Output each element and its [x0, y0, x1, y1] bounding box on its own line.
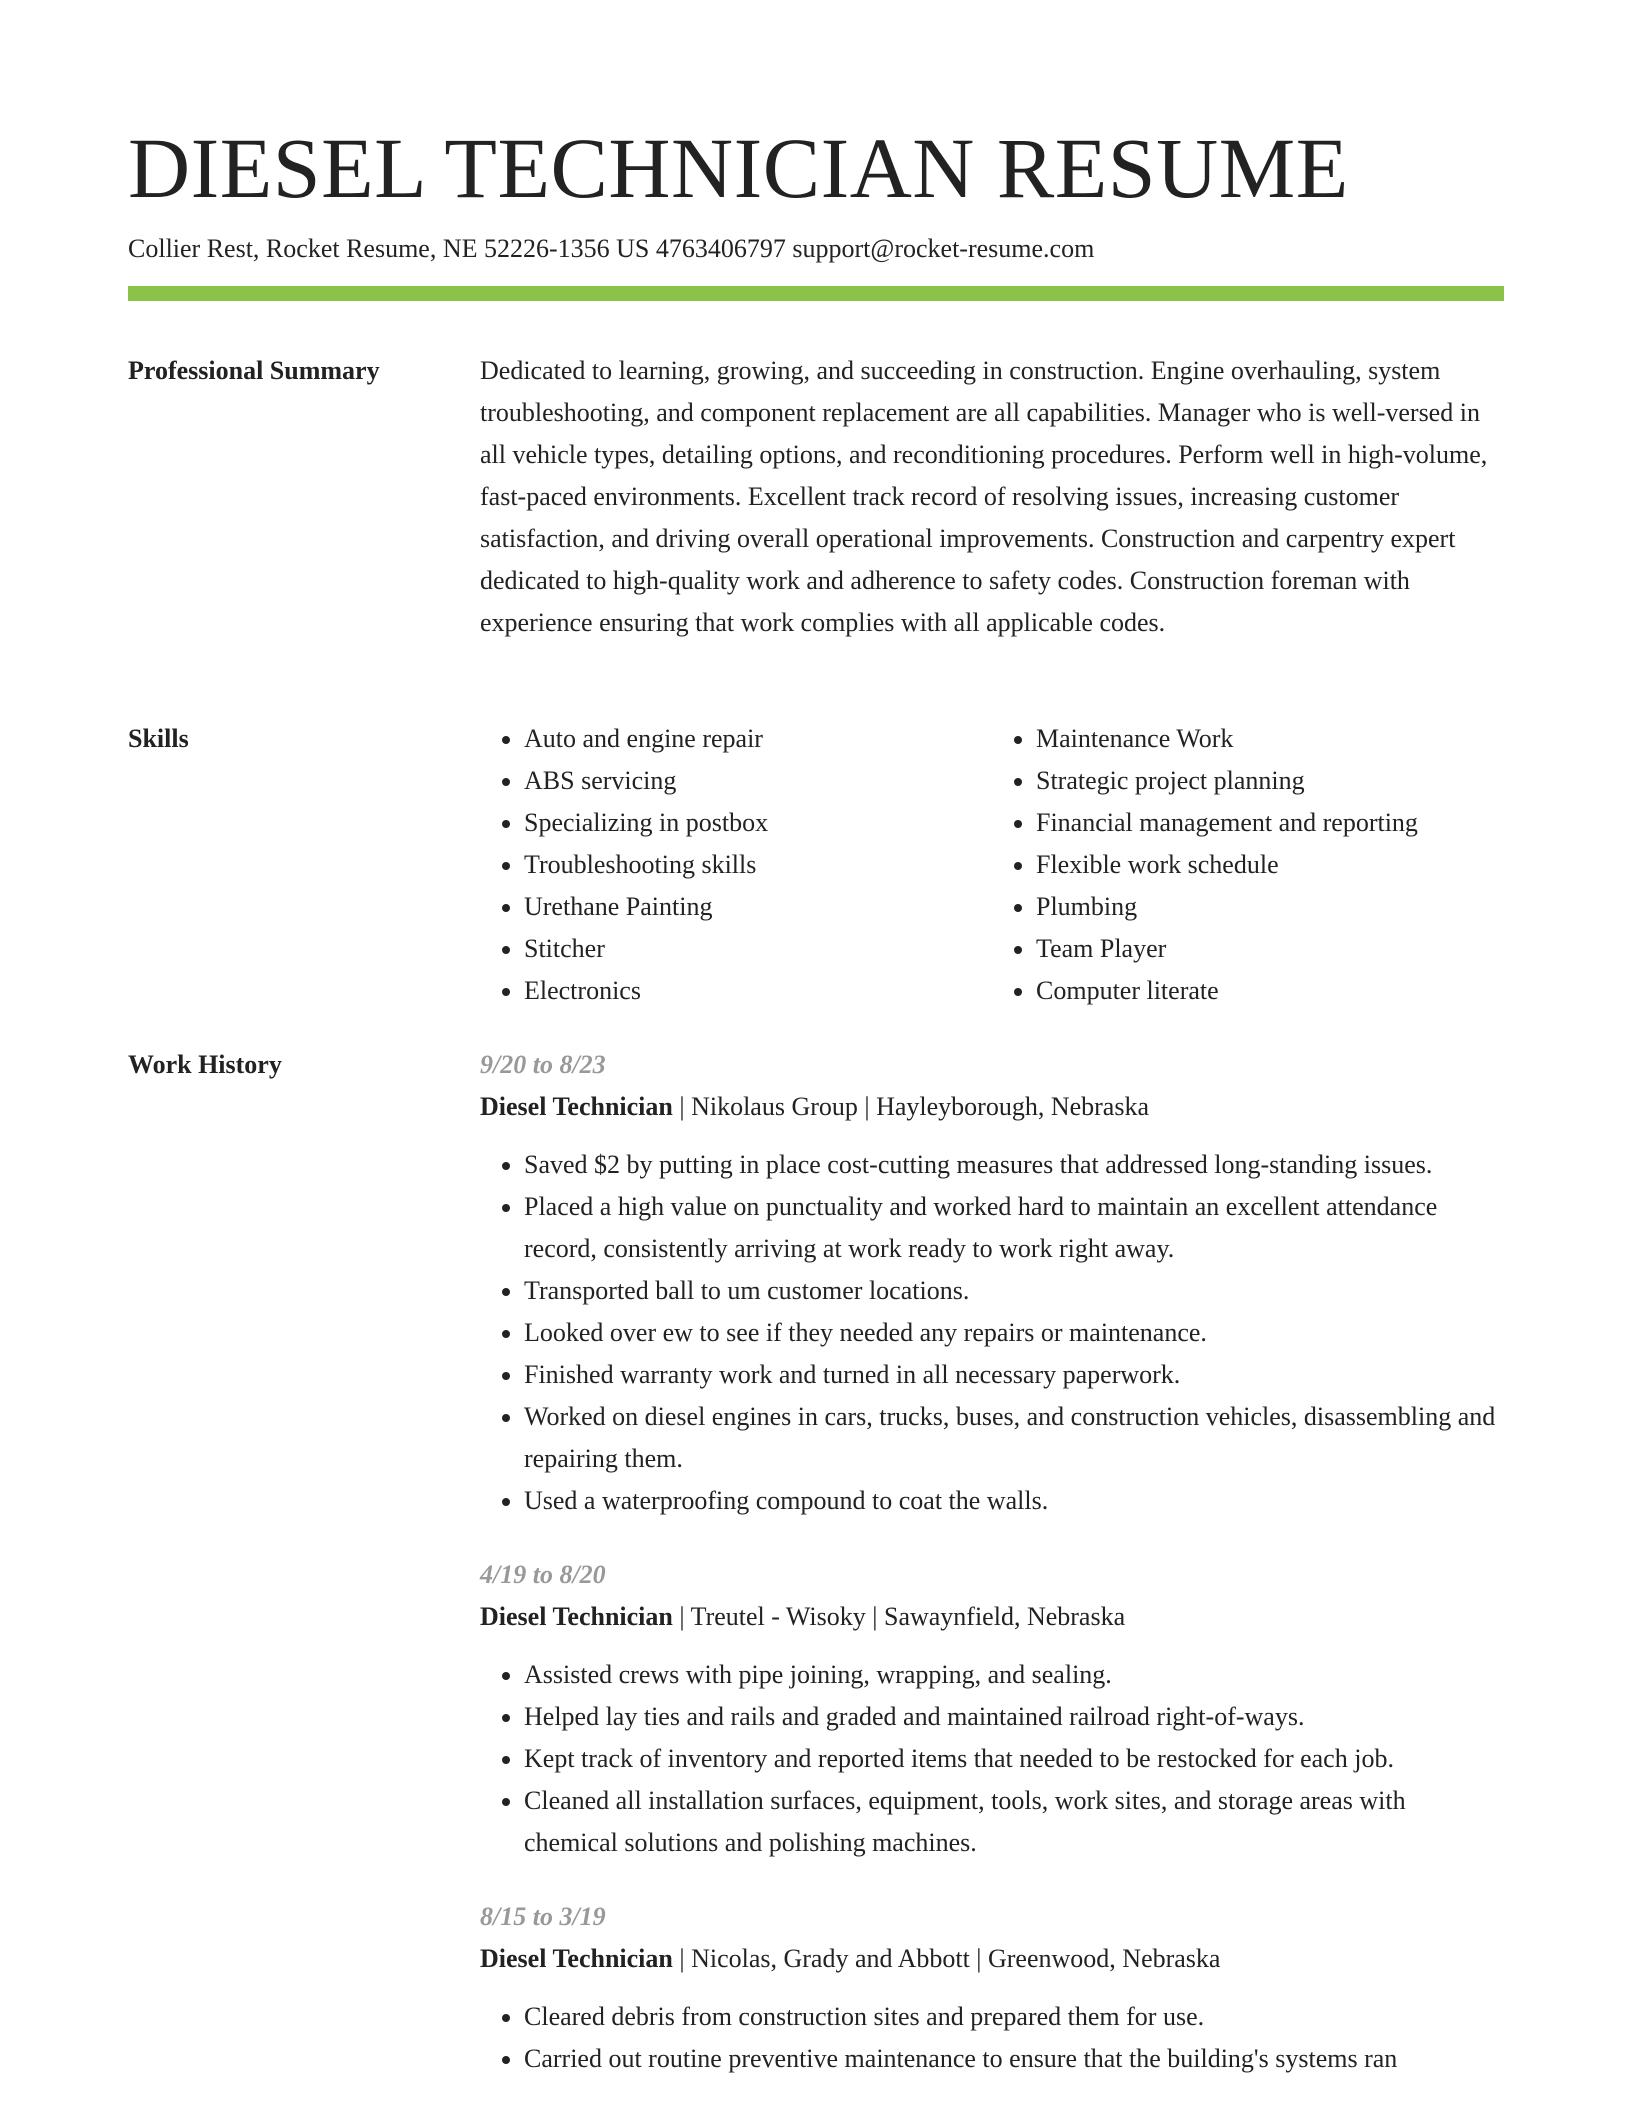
skill-item: • Financial management and reporting — [1036, 802, 1504, 844]
job-company-location: | Nicolas, Grady and Abbott | Greenwood, Nebraska — [672, 1944, 1221, 1973]
job-duties — [480, 1654, 1504, 1864]
duty-item: • Worked on diesel engines in cars, trucks, buses, and construction vehicles, disassembling and repairing them. — [524, 1396, 1504, 1480]
job-dates: 8/15 to 3/19 — [480, 1902, 606, 1931]
job-heading — [480, 1938, 1504, 1980]
job-company-location: | Treutel - Wisoky | Sawaynfield, Nebraska — [672, 1602, 1126, 1631]
job-duties — [480, 1996, 1504, 2080]
duty-item: • Transported ball to um customer locations. — [524, 1270, 1504, 1312]
skill-item: • ABS servicing — [524, 760, 992, 802]
job-entry — [480, 1554, 1504, 1864]
duty-item: • Carried out routine preventive maintenance to ensure that the building's systems ran — [524, 2038, 1504, 2080]
skill-item: • Electronics — [524, 970, 992, 1012]
skill-item: • Auto and engine repair — [524, 718, 992, 760]
job-dates: 9/20 to 8/23 — [480, 1050, 606, 1079]
job-title: Diesel Technician — [480, 1092, 673, 1121]
duty-item: • Assisted crews with pipe joining, wrapping, and sealing. — [524, 1654, 1504, 1696]
skill-item: • Plumbing — [1036, 886, 1504, 928]
duty-item: • Cleared debris from construction sites and prepared them for use. — [524, 1996, 1504, 2038]
duty-item: • Helped lay ties and rails and graded and maintained railroad right-of-ways. — [524, 1696, 1504, 1738]
skills-list-left — [480, 718, 992, 1012]
skill-item: • Urethane Painting — [524, 886, 992, 928]
skills-section — [480, 718, 1504, 1012]
duty-item: • Cleaned all installation surfaces, equipment, tools, work sites, and storage areas with chemical solutions and polishing machines. — [524, 1780, 1504, 1864]
duty-item: • Placed a high value on punctuality and worked hard to maintain an excellent attendance record, consistently arriving at work ready to work right away. — [524, 1186, 1504, 1270]
work-history-section — [480, 1044, 1504, 2112]
job-title: Diesel Technician — [480, 1944, 673, 1973]
duty-item: • Finished warranty work and turned in all necessary paperwork. — [524, 1354, 1504, 1396]
accent-divider — [128, 286, 1504, 301]
summary-heading: Professional Summary — [128, 356, 380, 385]
duty-item: • Kept track of inventory and reported items that needed to be restocked for each job. — [524, 1738, 1504, 1780]
job-title: Diesel Technician — [480, 1602, 673, 1631]
duty-item: • Looked over ew to see if they needed any repairs or maintenance. — [524, 1312, 1504, 1354]
summary-text: Dedicated to learning, growing, and succeeding in construction. Engine overhauling, system troubleshooting, and component replacement are all capabilities. Manager who is well-versed in all vehicle types, detailing options, and reconditioning procedures. Perform well in high-volume, fast-paced environments. Excellent track record of resolving issues, increasing customer satisfaction, and driving overall operational improvements. Construction and carpentry expert dedicated to high-quality work and adherence to safety codes. Construction foreman with experience ensuring that work complies with all applicable codes. — [480, 356, 1488, 637]
skills-list-right — [992, 718, 1504, 1012]
skill-item: • Computer literate — [1036, 970, 1504, 1012]
skill-item: • Stitcher — [524, 928, 992, 970]
job-entry — [480, 1896, 1504, 2080]
duty-item: • Saved $2 by putting in place cost-cutting measures that addressed long-standing issues. — [524, 1144, 1504, 1186]
skill-item: • Team Player — [1036, 928, 1504, 970]
job-duties — [480, 1144, 1504, 1522]
skill-item: • Specializing in postbox — [524, 802, 992, 844]
skills-heading: Skills — [128, 724, 189, 753]
skill-item: • Maintenance Work — [1036, 718, 1504, 760]
skill-item: • Flexible work schedule — [1036, 844, 1504, 886]
job-heading — [480, 1596, 1504, 1638]
job-heading — [480, 1086, 1504, 1128]
job-entry — [480, 1044, 1504, 1522]
job-company-location: | Nikolaus Group | Hayleyborough, Nebraska — [672, 1092, 1149, 1121]
duty-item: • Used a waterproofing compound to coat the walls. — [524, 1480, 1504, 1522]
job-dates: 4/19 to 8/20 — [480, 1560, 606, 1589]
contact-line: Collier Rest, Rocket Resume, NE 52226-1356 US 4763406797 support@rocket-resume.com — [128, 234, 1095, 263]
skill-item: • Strategic project planning — [1036, 760, 1504, 802]
summary-section — [480, 350, 1504, 644]
work-history-heading: Work History — [128, 1050, 282, 1079]
skill-item: • Troubleshooting skills — [524, 844, 992, 886]
resume-title: DIESEL TECHNICIAN RESUME — [128, 120, 1349, 216]
skills-columns — [480, 718, 1504, 1012]
